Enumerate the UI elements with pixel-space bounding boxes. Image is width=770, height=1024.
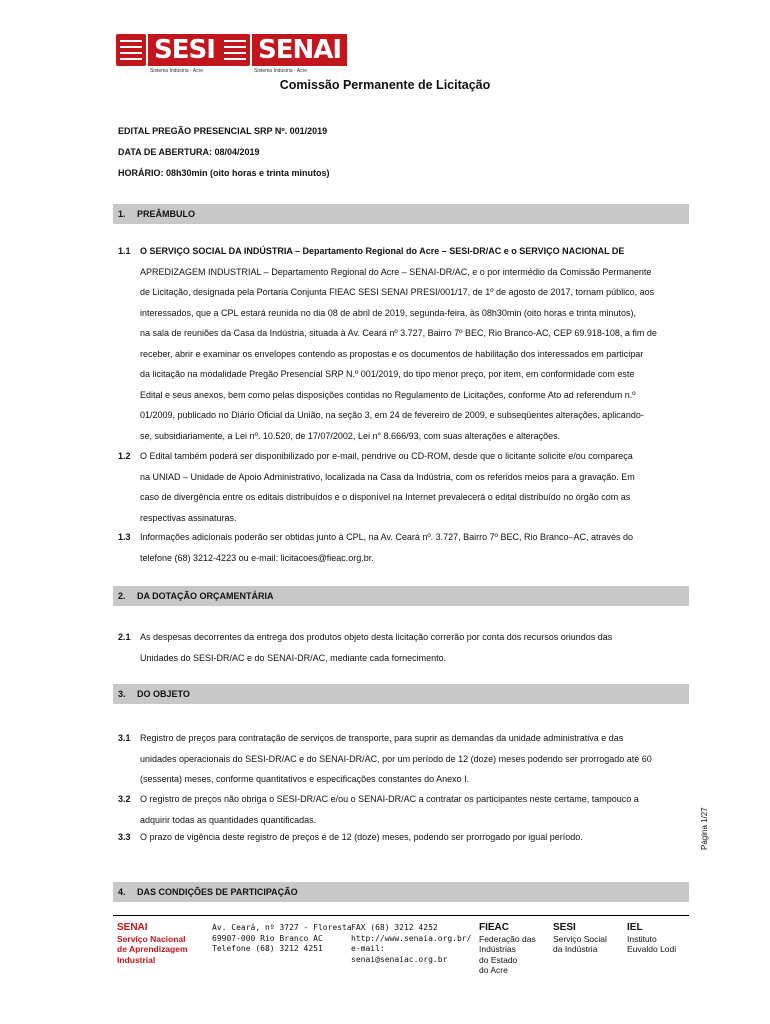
paragraph-3-2 bbox=[140, 789, 687, 830]
footer-text: FAX (68) 3212 4252 bbox=[351, 923, 438, 932]
sesi-emblem-icon bbox=[116, 34, 146, 66]
senai-logo-word: SENAI bbox=[252, 34, 347, 66]
text-line: As despesas decorrentes da entrega dos produtos objeto desta licitação correrão por conta dos recursos oriundos das bbox=[140, 632, 613, 642]
paragraph-number: 3.3 bbox=[118, 832, 131, 842]
footer-sesi bbox=[553, 923, 607, 955]
footer-address bbox=[212, 923, 352, 955]
footer-text: Telefone (68) 3212 4251 bbox=[212, 944, 323, 953]
senai-logo-tag: Sistema Indústria - Acre bbox=[254, 68, 308, 74]
footer-text: do Acre bbox=[479, 965, 508, 975]
opening-time: HORÁRIO: 08h30min (oito horas e trinta minutos) bbox=[118, 168, 330, 178]
footer-text: Indústrias bbox=[479, 944, 516, 954]
footer-iel bbox=[627, 923, 676, 955]
page-number: Página 1/27 bbox=[700, 807, 709, 850]
section-number: 4. bbox=[118, 887, 126, 897]
footer-text: Euvaldo Lodi bbox=[627, 944, 677, 954]
footer-sesi-head: SESI bbox=[553, 922, 576, 933]
text-line: Edital e seus anexos, bem como pelas disposições contidas no Regulamento de Licitações, conforme Ato ad referendum n.º bbox=[140, 389, 636, 400]
senai-logo bbox=[220, 34, 348, 76]
footer-text: Serviço Nacional bbox=[117, 933, 186, 944]
text-line: na UNIAD – Unidade de Apoio Administrativo, localizada na Casa da Indústria, com os referidos meios para a gravação. Em bbox=[140, 471, 635, 482]
footer-text: do Estado bbox=[479, 954, 518, 965]
section-header-objeto bbox=[113, 684, 689, 704]
paragraph-number: 1.1 bbox=[118, 246, 131, 256]
footer-text: Federação das bbox=[479, 933, 536, 944]
paragraph-1-2 bbox=[140, 446, 687, 528]
text-line: O Edital também poderá ser disponibilizado por e-mail, pendrive ou CD-ROM, desde que o licitante solicite e/ou compareça bbox=[140, 451, 633, 461]
document-title: Comissão Permanente de Licitação bbox=[279, 78, 491, 92]
footer-contact bbox=[351, 923, 471, 965]
text-line: se, subsidiariamente, a Lei nº. 10.520, de 17/07/2002, Lei n° 8.666/93, com suas alterações e alterações. bbox=[140, 430, 561, 441]
text-line: APREDIZAGEM INDUSTRIAL – Departamento Regional do Acre – SENAI-DR/AC, e o por intermédio da Comissão Permanente bbox=[140, 266, 652, 277]
sesi-logo-word: SESI bbox=[148, 34, 221, 66]
footer-text: Serviço Social bbox=[553, 933, 607, 944]
text-line: respectivas assinaturas. bbox=[140, 512, 237, 523]
text-line: Informações adicionais poderão ser obtidas junto à CPL, na Av. Ceará nº. 3.727, Bairro 7º BEC, Rio Branco–AC, através do bbox=[140, 532, 634, 542]
section-number: 3. bbox=[118, 689, 126, 699]
text-line: telefone (68) 3212-4223 ou e-mail: licitacoes@fieac.org.br. bbox=[140, 552, 374, 563]
text-line: receber, abrir e examinar os envelopes contendo as propostas e os documentos de habilitação dos interessados em participar bbox=[140, 348, 644, 359]
footer-text: da Indústria bbox=[553, 944, 598, 954]
footer-text: Av. Ceará, nº 3727 - Floresta bbox=[212, 923, 352, 932]
footer-fieac-head: FIEAC bbox=[479, 922, 509, 933]
paragraph-1-3 bbox=[140, 527, 687, 568]
footer-text: e-mail: bbox=[351, 944, 385, 953]
text-line: interessados, que a CPL estará reunida no dia 08 de abril de 2019, segunda-feira, às 08h30min (oito horas e trinta minutos), bbox=[140, 307, 636, 318]
paragraph-3-1 bbox=[140, 728, 687, 790]
section-label: PREÂMBULO bbox=[137, 209, 195, 219]
footer bbox=[113, 915, 689, 996]
text-line: caso de divergência entre os editais distribuídos e o disponível na Internet prevalecerá o edital distribuído no órgão com as bbox=[140, 492, 631, 502]
text-line: 01/2009, publicado no Diário Oficial da União, na seção 3, em 24 de fevereiro de 2009, e subseqüentes alterações, aplicando- bbox=[140, 410, 644, 420]
text-line: Unidades do SESI-DR/AC e do SENAI-DR/AC, mediante cada fornecimento. bbox=[140, 652, 447, 663]
text-line: na sala de reuniões da Casa da Indústria, situada à Av. Ceará nº 3.727, Bairro 7º BEC, Rio Branco-AC, CEP 69.918-108, a fim de bbox=[140, 328, 657, 338]
paragraph-number: 3.2 bbox=[118, 794, 131, 804]
footer-fieac bbox=[479, 923, 536, 976]
senai-emblem-icon bbox=[220, 34, 250, 66]
opening-date: DATA DE ABERTURA: 08/04/2019 bbox=[118, 147, 260, 157]
footer-website-link[interactable]: http://www.senaia.org.br/ bbox=[351, 933, 472, 943]
section-label: DO OBJETO bbox=[137, 689, 190, 699]
text-line: de Licitação, designada pela Portaria Conjunta FIEAC SESI SENAI PRESI/001/17, de 1º de agosto de 2017, tornam público, aos bbox=[140, 287, 655, 297]
section-number: 2. bbox=[118, 591, 126, 601]
text-line: O prazo de vigência deste registro de preços é de 12 (doze) meses, podendo ser prorrogado por igual período. bbox=[140, 832, 583, 842]
footer-text: Industrial bbox=[117, 954, 156, 965]
paragraph-number: 2.1 bbox=[118, 632, 131, 642]
text-line: (sessenta) meses, conforme quantitativos e especificações constantes do Anexo I. bbox=[140, 774, 470, 784]
text-line: O registro de preços não obriga o SESI-DR/AC e/ou o SENAI-DR/AC a contratar os participantes neste certame, tampouco a bbox=[140, 794, 639, 804]
paragraph-number: 3.1 bbox=[118, 733, 131, 743]
footer-text: 69907-000 Rio Branco AC bbox=[212, 933, 323, 943]
text-line: adquirir todas as quantidades quantificadas. bbox=[140, 814, 317, 825]
text-line: unidades operacionais do SESI-DR/AC e do SENAI-DR/AC, por um período de 12 (doze) meses podendo ser prorrogado até 60 bbox=[140, 753, 652, 764]
paragraph-1-1 bbox=[140, 241, 687, 446]
paragraph-2-1 bbox=[140, 627, 687, 668]
footer-email-link[interactable]: senai@senaiac.org.br bbox=[351, 954, 448, 964]
footer-iel-head: IEL bbox=[627, 922, 643, 933]
footer-text: de Aprendizagem bbox=[117, 944, 188, 954]
edital-number: EDITAL PREGÃO PRESENCIAL SRP Nº. 001/2019 bbox=[118, 126, 328, 136]
section-label: DAS CONDIÇÕES DE PARTICIPAÇÃO bbox=[137, 887, 298, 897]
sesi-logo-tag: Sistema Indústria - Acre bbox=[150, 68, 204, 74]
paragraph-number: 1.3 bbox=[118, 532, 131, 542]
section-header-dotacao bbox=[113, 586, 689, 606]
section-label: DA DOTAÇÃO ORÇAMENTÁRIA bbox=[137, 591, 274, 601]
paragraph-number: 1.2 bbox=[118, 451, 131, 461]
footer-senai-head: SENAI bbox=[117, 922, 148, 933]
section-header-participacao bbox=[113, 882, 689, 902]
paragraph-3-3 bbox=[140, 827, 687, 848]
section-header-preambulo bbox=[113, 204, 689, 224]
text-line: Registro de preços para contratação de serviços de transporte, para suprir as demandas da unidade administrativa e das bbox=[140, 733, 624, 743]
footer-senai bbox=[117, 923, 188, 965]
section-number: 1. bbox=[118, 209, 126, 219]
text-line: da licitação na modalidade Pregão Presencial SRP N.º 001/2019, do tipo menor preço, por item, em conformidade com este bbox=[140, 369, 635, 379]
footer-text: Instituto bbox=[627, 933, 657, 944]
text-line: O SERVIÇO SOCIAL DA INDÚSTRIA – Departamento Regional do Acre – SESI-DR/AC e o SERVIÇO NACIONAL DE bbox=[140, 246, 625, 256]
